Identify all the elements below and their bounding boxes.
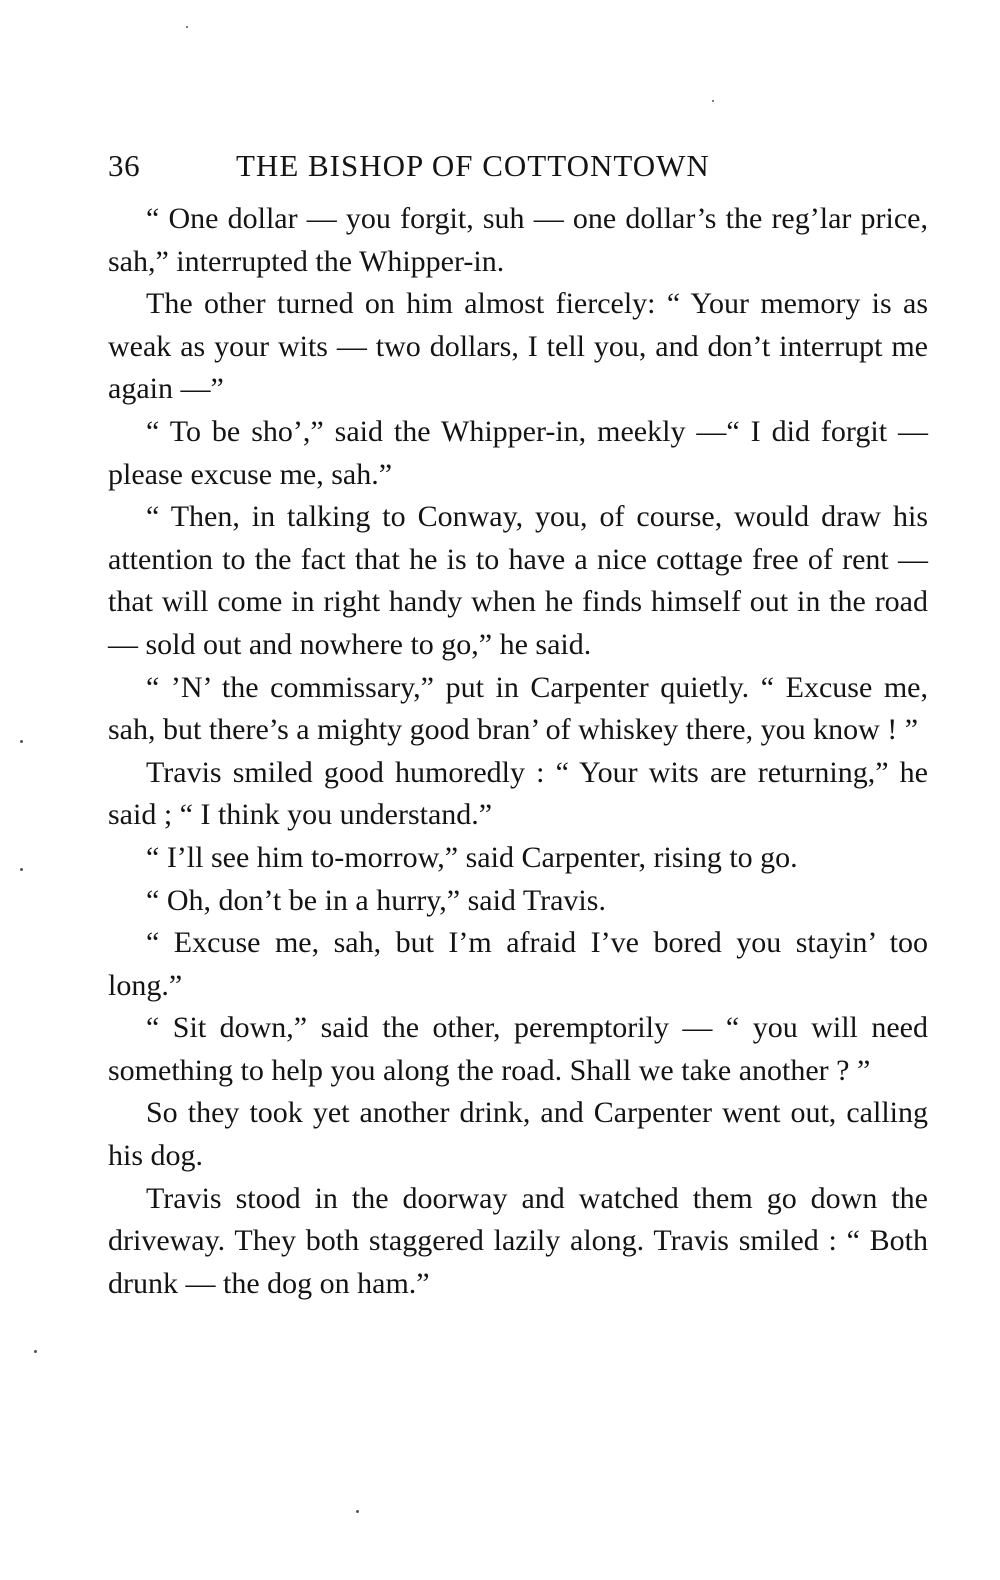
scan-speck bbox=[356, 1510, 359, 1513]
paragraph: The other turned on him almost fiercely: “ Your memory is as weak as your wits — two dollars, I tell you, and don’t interrupt me again —” bbox=[108, 287, 928, 406]
scan-speck bbox=[712, 100, 714, 102]
paragraph: Travis stood in the doorway and watched them go down the driveway. They both staggered lazily along. Travis smiled : “ Both drunk — the dog on ham.” bbox=[108, 1181, 928, 1300]
paragraph: “ To be sho’,” said the Whipper-in, meekly —“ I did forgit — please excuse me, sah.” bbox=[108, 414, 928, 491]
paragraph: “ Excuse me, sah, but I’m afraid I’ve bored you stayin’ too long.” bbox=[108, 926, 928, 1002]
paragraph: “ ’N’ the commissary,” put in Carpenter quietly. “ Excuse me, sah, but there’s a mighty good bran’ of whiskey there, you know ! ” bbox=[108, 670, 928, 747]
paragraph: Travis smiled good humoredly : “ Your wits are returning,” he said ; “ I think you understand.” bbox=[108, 755, 928, 832]
scan-speck bbox=[20, 740, 23, 743]
paragraph: “ One dollar — you forgit, suh — one dollar’s the reg’lar price, sah,” interrupted the Whipper-in. bbox=[108, 202, 928, 278]
paragraph: So they took yet another drink, and Carpenter went out, calling his dog. bbox=[108, 1096, 928, 1173]
paragraph: “ Oh, don’t be in a hurry,” said Travis. bbox=[146, 883, 606, 917]
page-number: 36 bbox=[108, 148, 141, 183]
paragraph: “ I’ll see him to-morrow,” said Carpenter, rising to go. bbox=[146, 840, 798, 874]
running-head bbox=[108, 140, 928, 192]
paragraph: “ Sit down,” said the other, peremptorily — “ you will need something to help you along the road. Shall we take another ? ” bbox=[108, 1011, 928, 1087]
scan-speck bbox=[34, 1350, 37, 1353]
paragraph: “ Then, in talking to Conway, you, of course, would draw his attention to the fact that he is to have a nice cottage free of rent — that will come in right handy when he finds himself out in the road — sold out and nowhere to go,” he said. bbox=[108, 500, 928, 661]
body-text bbox=[108, 198, 928, 1305]
book-page bbox=[108, 140, 928, 1305]
scan-speck bbox=[20, 868, 23, 871]
book-title: THE BISHOP OF COTTONTOWN bbox=[236, 148, 710, 183]
scan-speck bbox=[186, 26, 188, 28]
